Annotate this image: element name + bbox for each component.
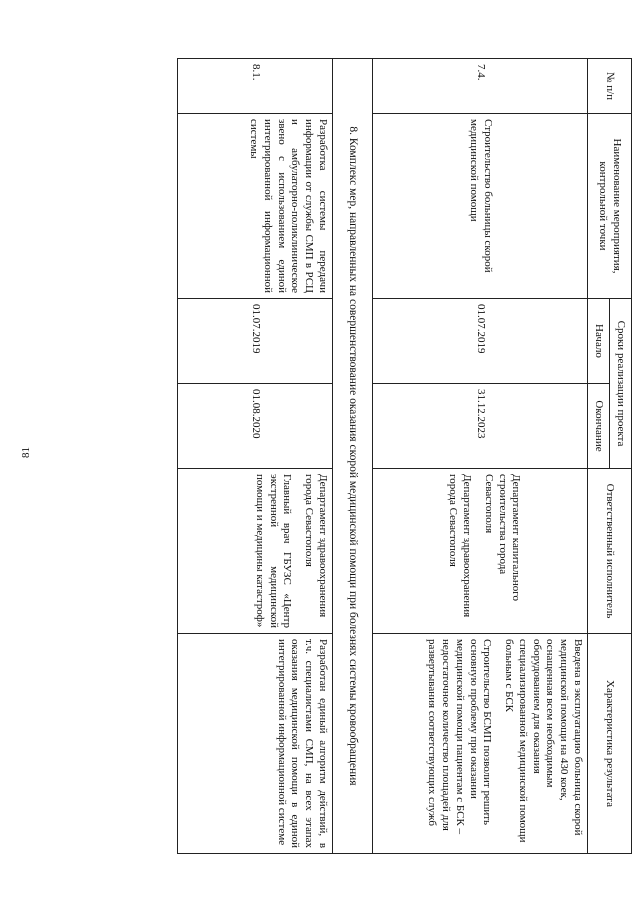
table-row: [178, 59, 333, 854]
responsible-line: Главный врач ГБУЗС «Центр экстренной медицинской помощи и медицины катастроф»: [254, 474, 294, 629]
row-name: Строительство больницы скорой медицинской помощи: [373, 114, 588, 299]
result-paragraph: Строительство БСМП позволит решить основную проблему при оказании медицинской помощи пациентам с БСК – недостаточное количество площадей для развертывания соответствующих служб: [426, 639, 494, 835]
page-number: 81: [20, 447, 32, 458]
row-result: [178, 634, 333, 854]
header-end: Окончание: [588, 384, 610, 469]
measures-table: [177, 58, 632, 854]
row-start: 01.07.2019: [373, 299, 588, 384]
header-result: Характеристика результата: [588, 634, 632, 854]
responsible-line: Департамент здравоохранения города Севастополя: [303, 474, 329, 618]
result-paragraph: Введена в эксплуатацию больница скорой медицинской помощи на 430 коек, оснащенная всем необходимым оборудованием для оказания специализированной медицинской помощи больным с БСК: [503, 639, 584, 843]
section-title: 8. Комплекс мер, направленных на совершенствование оказания скорой медицинской помощи при болезнях системы кровообращения: [333, 59, 373, 854]
header-name: Наименование мероприятия, контрольной точки: [588, 114, 632, 299]
table-row: [373, 59, 588, 854]
document-table-sheet: [177, 58, 632, 853]
header-num: № п/п: [588, 59, 632, 114]
header-terms: Сроки реализации проекта: [610, 299, 632, 469]
row-end: 31.12.2023: [373, 384, 588, 469]
row-num: 8.1.: [178, 59, 333, 114]
result-paragraph: Разработан единый алгоритм действий, в т.ч. специалистами СМП, на всех этапах оказания медицинской помощи в единой интегрированной информационной системе: [275, 639, 329, 849]
row-num: 7.4.: [373, 59, 588, 114]
row-result: [373, 634, 588, 854]
row-start: 01.07.2019: [178, 299, 333, 384]
header-responsible: Ответственный исполнитель: [588, 469, 632, 634]
row-name: Разработка системы передачи информации от службы СМП в РСЦ и амбулаторно-поликлиническое звено с использованием единой интегрированной информационной системы: [178, 114, 333, 299]
header-start: Начало: [588, 299, 610, 384]
row-end: 01.08.2020: [178, 384, 333, 469]
responsible-line: Департамент капитального строительства города Севастополя: [482, 474, 523, 602]
section-row: [333, 59, 373, 854]
row-responsible: [178, 469, 333, 634]
responsible-line: Департамент здравоохранения города Севастополя: [447, 474, 474, 618]
row-responsible: [373, 469, 588, 634]
